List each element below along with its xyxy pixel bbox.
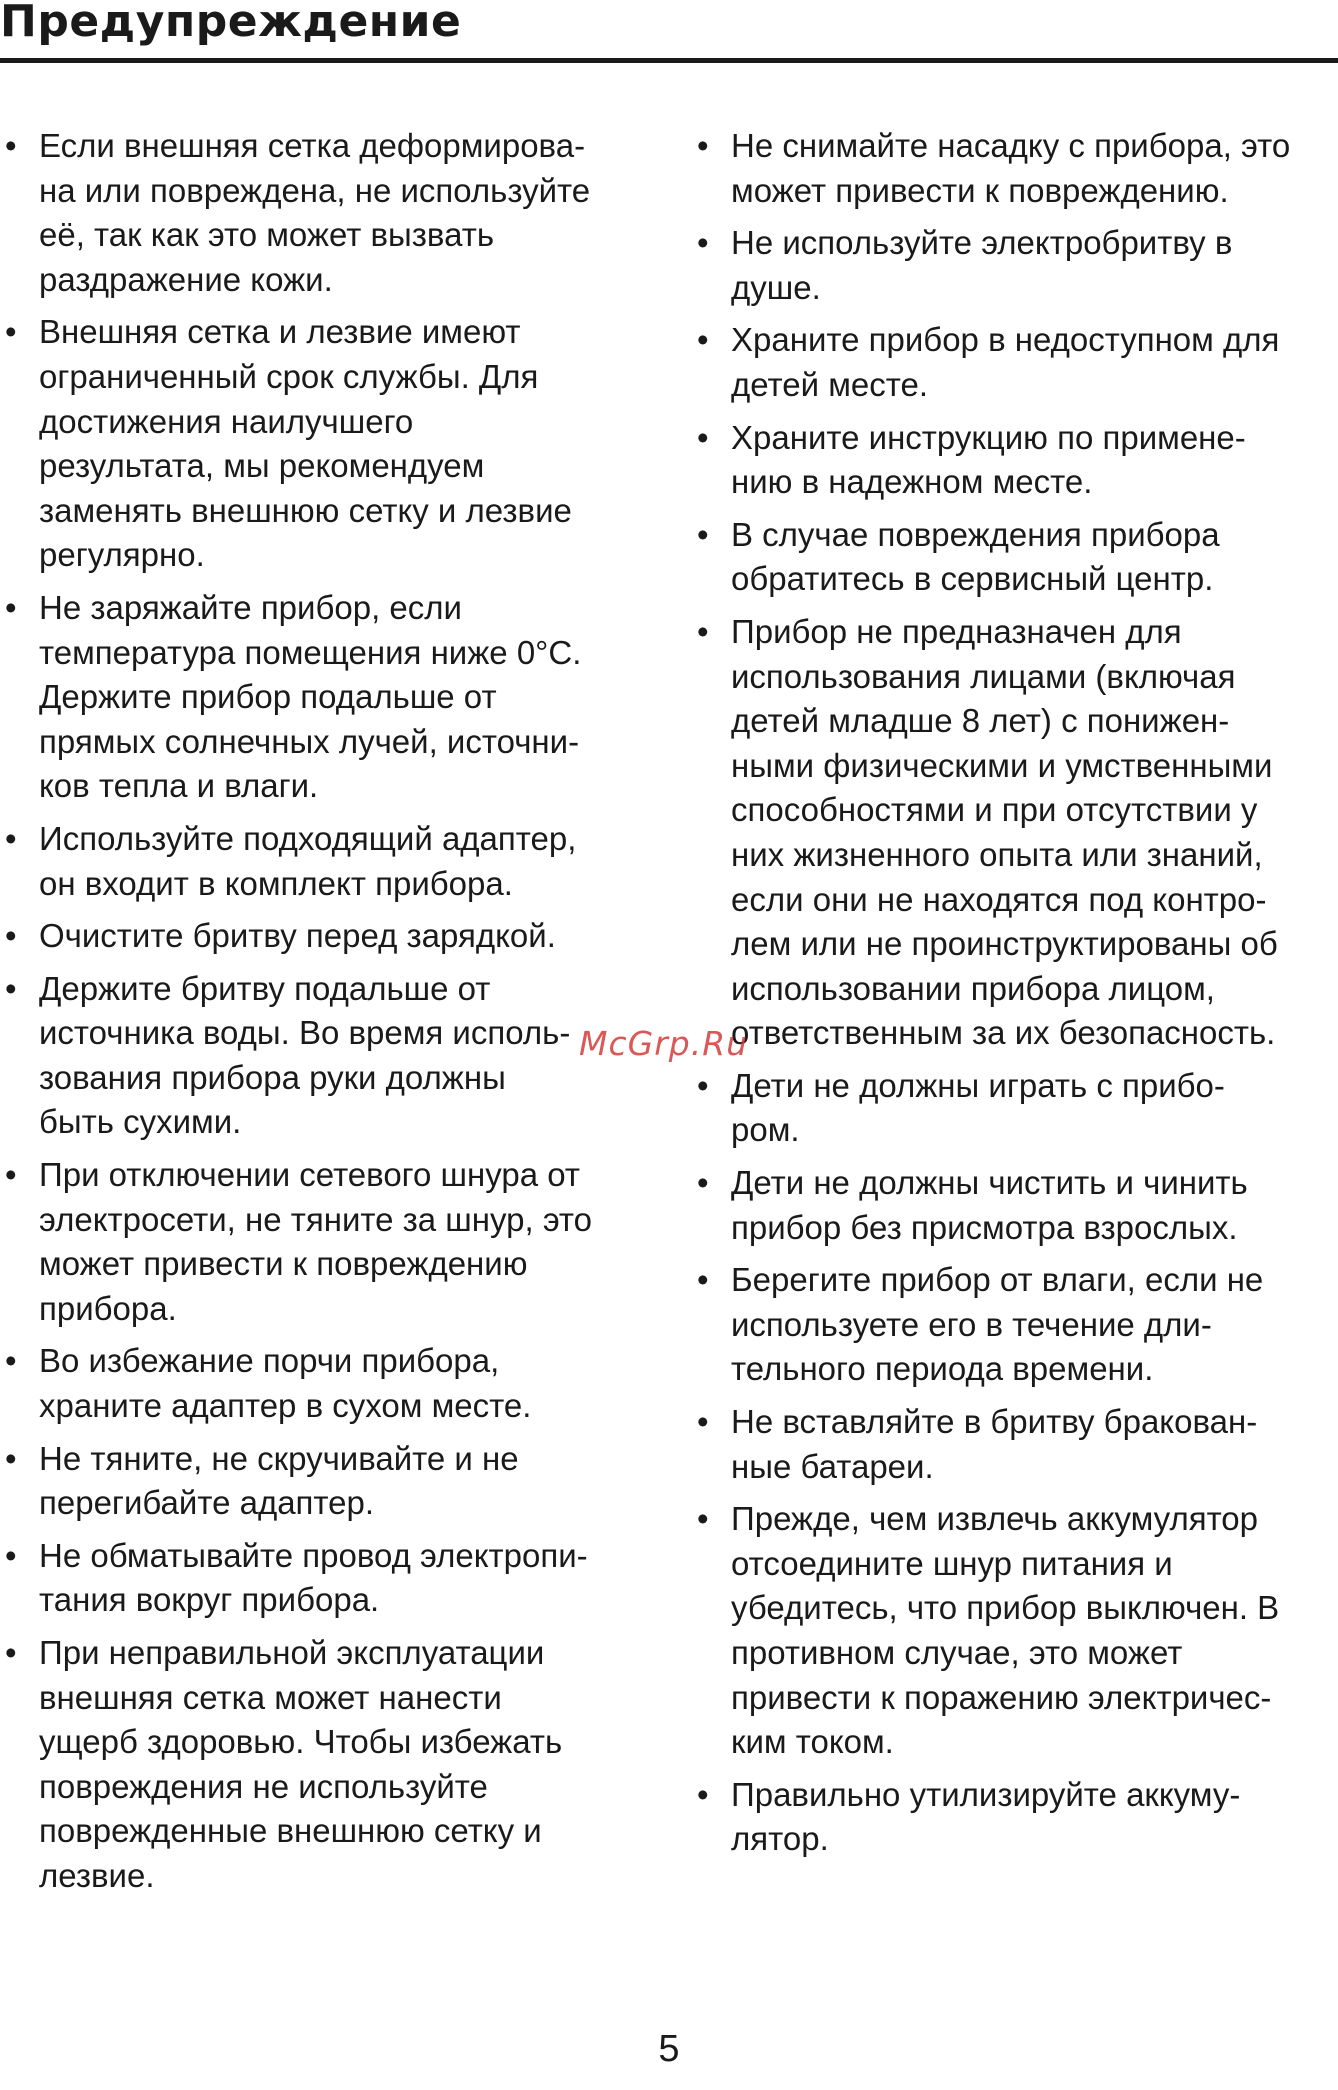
warning-item [0, 967, 655, 1145]
bullet-icon: • [697, 418, 709, 456]
warning-text: Не обматывайте провод электропи- тания вокруг прибора. [39, 1536, 588, 1619]
page-number: 5 [658, 2028, 680, 2070]
left-column-warning-list [0, 124, 655, 1907]
bullet-icon: • [5, 1156, 17, 1194]
bullet-icon: • [697, 321, 709, 359]
warning-item [692, 124, 1338, 213]
warning-text: Правильно утилизируйте аккуму- лятор. [731, 1775, 1241, 1858]
right-column-warning-list [692, 124, 1338, 1870]
title-divider [0, 58, 1338, 63]
warning-text: Очистите бритву перед зарядкой. [39, 917, 556, 955]
warning-item [0, 1437, 655, 1526]
warning-text: Не снимайте насадку с прибора, это может привести к повреждению. [731, 127, 1291, 209]
bullet-icon: • [697, 1164, 709, 1202]
bullet-icon: • [5, 917, 17, 955]
warning-text: Не тяните, не скручивайте и не перегибайте адаптер. [39, 1439, 519, 1522]
warning-text: При неправильной эксплуатации внешняя сетка может нанести ущерб здоровью. Чтобы избежать повреждения не используйте поврежденные внешнюю сетку и лезвие. [39, 1634, 563, 1894]
bullet-icon: • [5, 588, 17, 626]
warning-text: Дети не должны чистить и чинить прибор без присмотра взрослых. [731, 1164, 1248, 1246]
warning-item [0, 914, 655, 959]
bullet-icon: • [697, 224, 709, 262]
warning-item [0, 1631, 655, 1899]
warning-text: При отключении сетевого шнура от электросети, не тяните за шнур, это может привести к повреждению прибора. [39, 1156, 593, 1327]
warning-text: Во избежание порчи прибора, храните адаптер в сухом месте. [39, 1342, 532, 1425]
warning-item [692, 1258, 1338, 1392]
watermark: McGrp.Ru [579, 1024, 749, 1063]
warning-text: В случае повреждения прибора обратитесь в сервисный центр. [731, 515, 1220, 598]
page-header [0, 0, 1338, 66]
bullet-icon: • [5, 1634, 17, 1671]
bullet-icon: • [5, 1342, 17, 1380]
warning-item [0, 1153, 655, 1331]
warning-item [692, 513, 1338, 602]
warning-text: Прежде, чем извлечь аккумулятор отсоедините шнур питания и убедитесь, что прибор выключен. В противном случае, это может привести к поражению электричес- ким током. [731, 1500, 1280, 1761]
warning-item [692, 1773, 1338, 1862]
warning-text: Внешняя сетка и лезвие имеют ограниченный срок службы. Для достижения наилучшего результата, мы рекомендуем заменять внешнюю сетку и лезвие регулярно. [39, 313, 572, 574]
warning-text: Берегите прибор от влаги, если не используете его в течение дли- тельного периода времени. [731, 1261, 1264, 1388]
warning-item [692, 1400, 1338, 1489]
bullet-icon: • [5, 969, 17, 1007]
bullet-icon: • [697, 1261, 709, 1299]
warning-item [692, 416, 1338, 505]
bullet-icon: • [697, 127, 709, 164]
warning-text: Используйте подходящий адаптер, он входит в комплект прибора. [39, 819, 577, 902]
warning-text: Не вставляйте в бритву бракован- ные батареи. [731, 1403, 1258, 1485]
page-title: Предупреждение [0, 0, 462, 47]
warning-item [0, 124, 655, 302]
warning-text: Храните инструкцию по примене- нию в надежном месте. [731, 418, 1246, 501]
warning-item [692, 1161, 1338, 1250]
warning-text: Если внешняя сетка деформирова- на или повреждена, не используйте eё, так как это может вызвать раздражение кожи. [39, 127, 591, 298]
warning-item [692, 610, 1338, 1056]
bullet-icon: • [697, 1500, 709, 1538]
bullet-icon: • [697, 515, 709, 553]
warning-text: Прибор не предназначен для использования лицами (включая детей младше 8 лет) с понижен- ными физическими и умственными способностями и при отсутствии у них жизненного опыта или знаний, если они не находятся под контро- лем или не проинструктированы об использовании прибора лицом, ответственным за их безопасность. [731, 612, 1278, 1052]
warning-text: Храните прибор в недоступном для детей месте. [731, 321, 1280, 403]
warning-item [692, 318, 1338, 407]
warning-item [0, 586, 655, 809]
bullet-icon: • [697, 1403, 709, 1441]
bullet-icon: • [5, 1439, 17, 1477]
warning-item [692, 1064, 1338, 1153]
warning-item [0, 817, 655, 906]
bullet-icon: • [5, 313, 17, 351]
warning-item [692, 1497, 1338, 1765]
bullet-icon: • [5, 127, 17, 164]
bullet-icon: • [697, 1775, 709, 1813]
warning-text: Не заряжайте прибор, если температура помещения ниже 0°С. Держите прибор подальше от прямых солнечных лучей, источни- ков тепла и влаги. [39, 588, 582, 805]
bullet-icon: • [697, 1066, 709, 1104]
warning-item [0, 1339, 655, 1428]
warning-text: Держите бритву подальше от источника воды. Во время исполь- зования прибора руки должны быть сухими. [39, 969, 571, 1141]
warning-item [0, 310, 655, 578]
bullet-icon: • [5, 819, 17, 857]
warning-text: Не используйте электробритву в душе. [731, 224, 1233, 306]
warning-item [0, 1534, 655, 1623]
warning-text: Дети не должны играть с прибо- ром. [731, 1066, 1225, 1149]
bullet-icon: • [697, 612, 709, 650]
bullet-icon: • [5, 1536, 17, 1574]
warning-item [692, 221, 1338, 310]
